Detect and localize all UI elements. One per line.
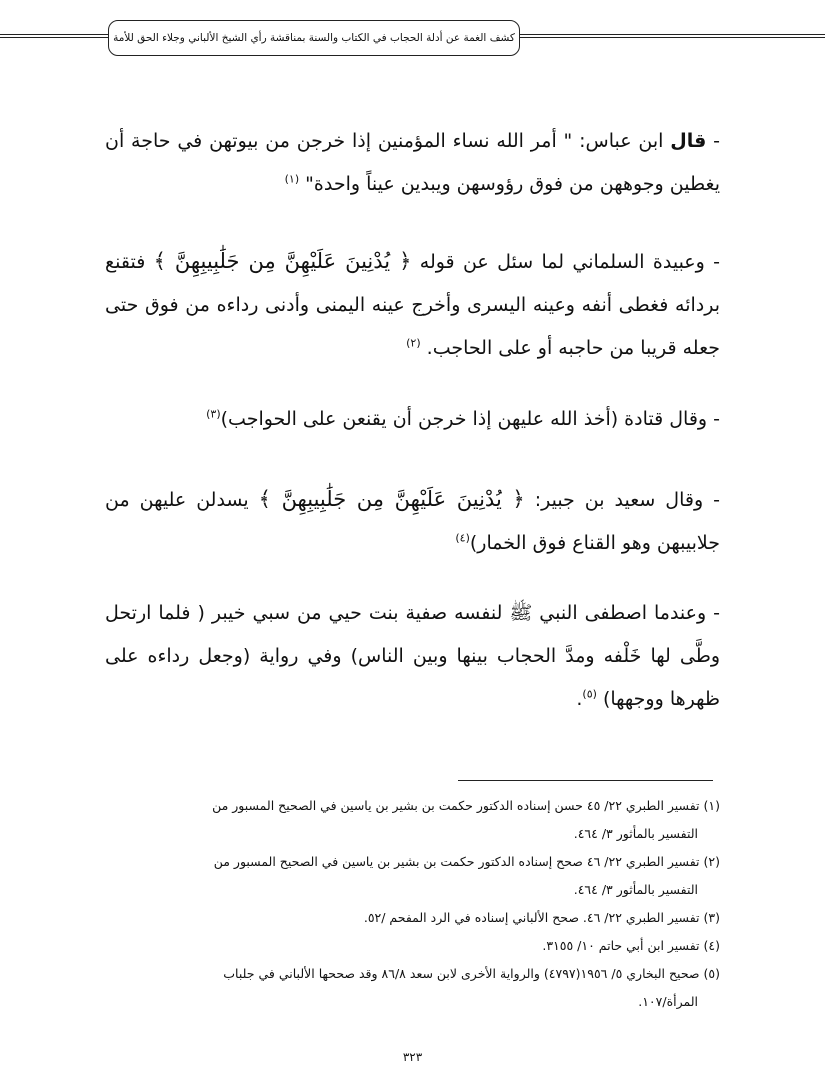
quran-verse: ﴿ يُدْنِينَ عَلَيْهِنَّ مِن جَلَٰبِيبِهِنَّ ﴾ [258,487,525,511]
footnote-ref-4[interactable]: (٤) [455,531,470,545]
footnote-3: (٣) تفسير الطبري ٢٢/ ٤٦. صحح الألباني إسناده في الرد المفحم /٥٢. [363,910,720,925]
speaker-label: قال [670,130,707,152]
footnote-ref-5[interactable]: (٥) [582,687,597,701]
page-number: ٣٢٣ [402,1050,423,1064]
footnote-ref-3[interactable]: (٣) [206,407,221,421]
header-rule-right [520,34,825,38]
paragraph-4: - وقال سعيد بن جبير: ﴿ يُدْنِينَ عَلَيْهِنَّ مِن جَلَٰبِيبِهِنَّ ﴾ يسدلن عليهن من جلابيبهن وهو القناع فوق الخمار)$^{(٤)}$ [105,487,720,554]
footnote-1: (١) تفسير الطبري ٢٢/ ٤٥ حسن إسناده الدكتور حكمت بن بشير بن ياسين في الصحيح المسبور من التفسير بالمأثور ٣/ ٤٦٤. [212,798,720,841]
footnote-5: (٥) صحيح البخاري ٥/ ١٩٥٦(٤٧٩٧) والرواية الأخرى لابن سعد ٨٦/٨ وقد صححها الألباني في جلباب المرأة/١٠٧. [223,966,720,1009]
footnote-ref-1[interactable]: (١) [284,172,300,186]
paragraph-2: - وعبيدة السلماني لما سئل عن قوله ﴿ يُدْنِينَ عَلَيْهِنَّ مِن جَلَٰبِيبِهِنَّ ﴾ فتقنع بردائه فغطى أنفه وعينه اليسرى وأخرج عينه اليمنى وأدنى رداءه من فوق حتى جعله قريبا من حاجبه أو على الحاجب. $^{(٢)}$ [105,249,721,359]
running-header-title: كشف الغمة عن أدلة الحجاب في الكتاب والسنة بمناقشة رأي الشيخ الألباني وجلاء الحق للأمة [113,32,515,44]
footnote-ref-2[interactable]: (٢) [406,336,421,350]
footnote-4: (٤) تفسير ابن أبي حاتم ١٠/ ٣١٥٥. [542,938,720,953]
paragraph-5: - وعندما اصطفى النبي ﷺ لنفسه صفية بنت حيي من سبي خيبر ( فلما ارتحل وطَّى لها خَلْفه ومدَّ الحجاب بينها وبين الناس) وفي رواية (وجعل رداءه على ظهرها ووجهها) $^{(٥)}$. [105,602,720,710]
footnote-2: (٢) تفسير الطبري ٢٢/ ٤٦ صحح إسناده الدكتور حكمت بن بشير بن ياسين في الصحيح المسبور من التفسير بالمأثور ٣/ ٤٦٤. [213,854,720,897]
header-rule-left [0,34,108,38]
footnote-separator [458,780,713,781]
paragraph-3: - وقال قتادة (أخذ الله عليهن إذا خرجن أن يقنعن على الحواجب)$^{(٣)}$ [206,407,720,430]
quran-verse: ﴿ يُدْنِينَ عَلَيْهِنَّ مِن جَلَٰبِيبِهِنَّ ﴾ [153,249,412,273]
footnotes [100,792,720,1016]
paragraph-1: - قال ابن عباس: " أمر الله نساء المؤمنين إذا خرجن من بيوتهن في حاجة أن يغطين وجوههن من فوق رؤوسهن ويبدين عيناً واحدة" $^{(١)}$ [105,130,720,195]
running-header [108,20,520,56]
